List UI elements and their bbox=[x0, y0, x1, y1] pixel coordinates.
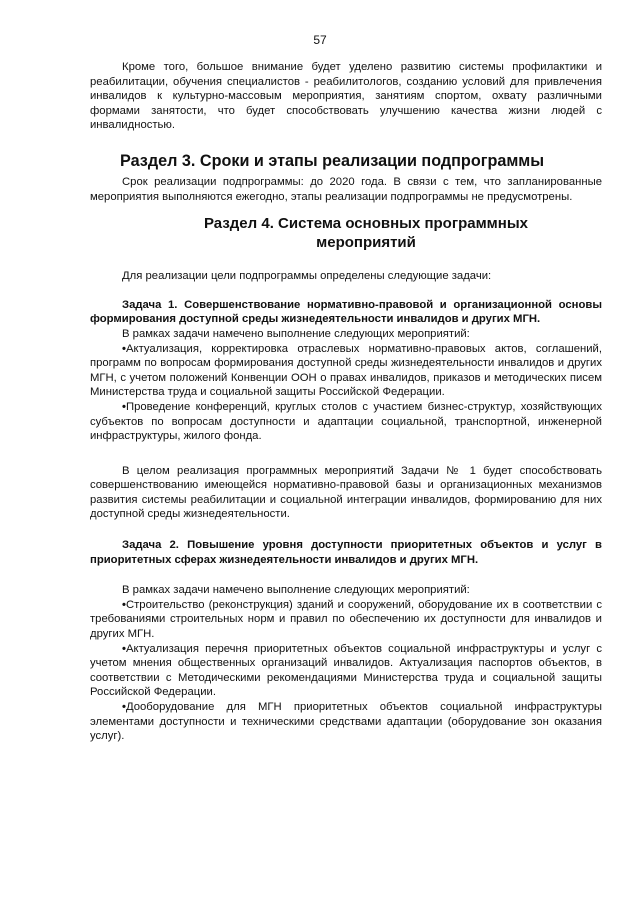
bullet-icon: • bbox=[122, 342, 126, 355]
section-3-text: Срок реализации подпрограммы: до 2020 года. В связи с тем, что запланированные мероприятия выполняются ежегодно, этапы реализации подпрограммы не предусмотрены. bbox=[90, 175, 602, 203]
document-body bbox=[90, 60, 602, 744]
task-2-bullet-text: Актуализация перечня приоритетных объектов социальной инфраструктуры и услуг с учетом мнения общественных организаций инвалидов. Актуализация паспортов объектов, в соответствии с Методическими рекомендациями Министерства труда и социальной защиты Российской Федерации. bbox=[90, 642, 602, 699]
task-1-bullet-text: Проведение конференций, круглых столов с участием бизнес-структур, хозяйствующих субъектов по вопросам доступности и адаптации социальной, транспортной, инженерной инфраструктуры, жилого фонда. bbox=[90, 400, 602, 443]
task-1-bullet-text: Актуализация, корректировка отраслевых нормативно-правовых актов, соглашений, программ по вопросам формирования доступной среды жизнедеятельности инвалидов и других МГН, с учетом положений Конвенции ООН о правах инвалидов, приказов и методических писем Министерства труда и социальной защиты Российской Федерации. bbox=[90, 342, 602, 399]
section-4-heading-line2: мероприятий bbox=[316, 234, 416, 252]
intro-paragraph: Кроме того, большое внимание будет уделено развитию системы профилактики и реабилитации, обучения специалистов - реабилитологов, созданию условий для привлечения инвалидов к культурно-массовым мероприятия, занятиям спортом, охвату различными формами занятости, что будет способствовать улучшению качества жизни людей с инвалидностью. bbox=[90, 61, 602, 132]
bullet-icon: • bbox=[122, 400, 126, 413]
task-2-intro: В рамках задачи намечено выполнение следующих мероприятий: bbox=[122, 584, 470, 597]
task-2-bullet bbox=[90, 700, 602, 744]
bullet-icon: • bbox=[122, 642, 126, 655]
page-number: 57 bbox=[313, 33, 327, 47]
task-2-bullet bbox=[90, 642, 602, 700]
task-2-bullet bbox=[90, 598, 602, 642]
task-1-bullet bbox=[90, 400, 602, 444]
task-2-bullet-text: Строительство (реконструкция) зданий и сооружений, оборудование их в соответствии с требованиями строительных норм и правил по обеспечению их доступности для инвалидов и других МГН. bbox=[90, 598, 602, 641]
section-4-heading-line1: Раздел 4. Система основных программных bbox=[204, 215, 528, 233]
task-1-bullet bbox=[90, 342, 602, 400]
bullet-icon: • bbox=[122, 598, 126, 611]
section-4-heading bbox=[90, 214, 602, 252]
task-2-bullet-text: Дооборудование для МГН приоритетных объектов социальной инфраструктуры элементами доступности и техническими средствами адаптации (оборудование зон оказания услуг). bbox=[90, 701, 602, 743]
section-4-lead: Для реализации цели подпрограммы определены следующие задачи: bbox=[122, 270, 492, 283]
task-1-intro: В рамках задачи намечено выполнение следующих мероприятий: bbox=[122, 327, 470, 340]
bullet-icon: • bbox=[122, 701, 126, 713]
task-1-summary: В целом реализация программных мероприятий Задачи № 1 будет способствовать совершенствованию имеющейся нормативно-правовой базы и организационных механизмов развития системы реабилитации и социальной интеграции инвалидов, формированию для них доступной среды жизнедеятельности. bbox=[90, 464, 602, 521]
task-1-title: Задача 1. Совершенствование нормативно-правовой и организационной основы формирования доступной среды жизнедеятельности инвалидов и других МГН. bbox=[90, 298, 602, 326]
task-2-title: Задача 2. Повышение уровня доступности приоритетных объектов и услуг в приоритетных сферах жизнедеятельности инвалидов и других МГН. bbox=[90, 539, 602, 566]
section-3-heading: Раздел 3. Сроки и этапы реализации подпрограммы bbox=[120, 151, 545, 170]
